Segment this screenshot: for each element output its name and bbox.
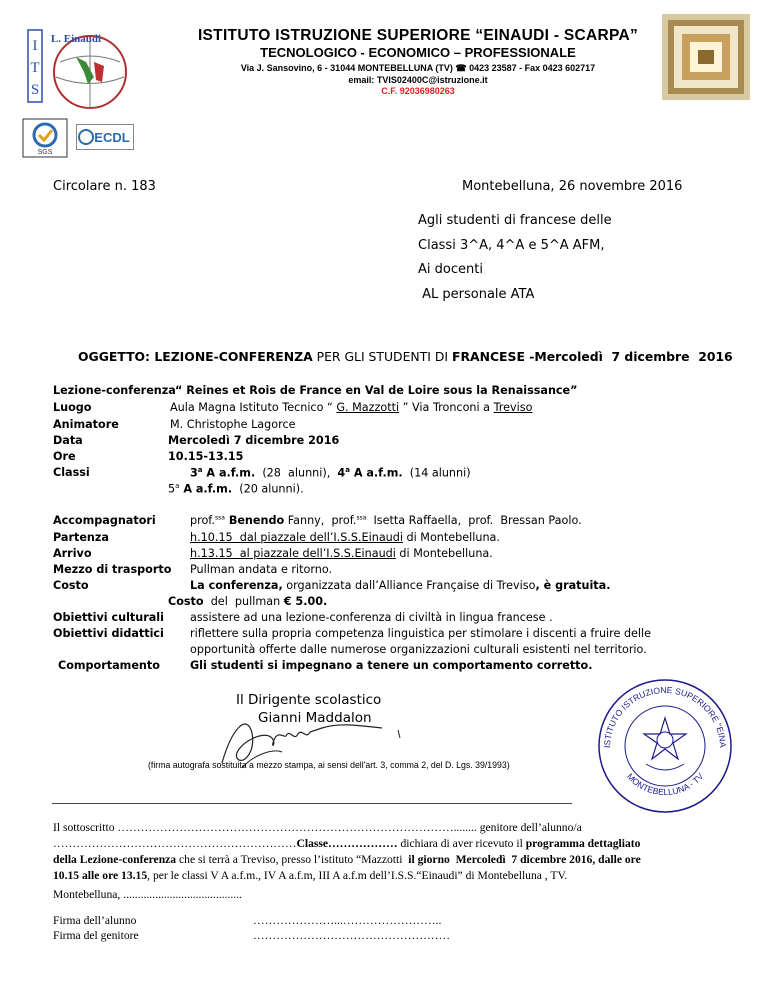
classi-value: 3$^a$ A a.f.m. (28 alunni), 4$^a$ A a.f.m. (14 alunni) — [190, 466, 471, 480]
school-stamp — [596, 676, 734, 816]
firma-alunno-label: Firma dell’alunno — [53, 914, 137, 927]
costo-pullman: Costo del pullman € 5.00. — [168, 595, 328, 608]
ore-value: 10.15-13.15 — [168, 450, 244, 463]
firma-genitore-label: Firma del genitore — [53, 929, 139, 942]
mezzo-label: Mezzo di trasporto — [53, 563, 172, 576]
cut-line — [52, 803, 572, 804]
classi-label: Classi — [53, 466, 90, 479]
school-type: TECNOLOGICO - ECONOMICO – PROFESSIONALE — [260, 45, 576, 60]
comportamento-label: Comportamento — [58, 659, 160, 672]
recipient-line: Classi 3^A, 4^A e 5^A AFM, — [418, 238, 605, 253]
form-line-4: 10.15 alle ore 13.15, per le classi V A a.f.m., IV A a.f.m, III A a.f.m dell’I.S.S.“Einaudi” di Montebelluna , TV. — [53, 869, 568, 882]
comportamento-value: Gli studenti si impegnano a tenere un comportamento corretto. — [190, 659, 593, 672]
sgs-certification-icon — [22, 118, 68, 158]
form-line-1: Il sottoscritto ……………………………………………………………………………........ genitore dell’alunno/a — [53, 821, 582, 834]
recipient-line: AL personale ATA — [418, 287, 535, 302]
school-name: ISTITUTO ISTRUZIONE SUPERIORE “EINAUDI - SCARPA” — [197, 27, 639, 44]
data-value: Mercoledì 7 dicembre 2016 — [168, 434, 340, 447]
school-logo — [24, 22, 134, 112]
animatore-value: M. Christophe Lagorce — [170, 418, 296, 431]
animatore-label: Animatore — [53, 418, 119, 431]
school-email: email: TVIS02400C@istruzione.it — [348, 75, 488, 85]
partenza-label: Partenza — [53, 531, 109, 544]
logo-letter-t: T — [30, 60, 40, 76]
costo-value: La conferenza, organizzata dall’Alliance Française di Treviso, è gratuita. — [190, 579, 611, 592]
partenza-value: h.10.15 dal piazzale dell’I.S.S.Einaudi di Montebelluna. — [190, 531, 500, 544]
recipient-line: Agli studenti di francese delle — [418, 213, 612, 228]
obiettivi-didattici-label: Obiettivi didattici — [53, 627, 164, 640]
arrivo-value: h.13.15 al piazzale dell’I.S.S.Einaudi di Montebelluna. — [190, 547, 493, 560]
classi-value-2: 5$^a$ A a.f.m. (20 alunni). — [168, 482, 304, 496]
signature-role: Il Dirigente scolastico — [236, 692, 382, 708]
svg-text:SGS: SGS — [37, 149, 53, 156]
signature-note: (firma autografa sostituita a mezzo stampa, ai sensi dell'art. 3, comma 2, del D. Lgs. 39/1993) — [148, 760, 510, 771]
ore-label: Ore — [53, 450, 76, 463]
lezione-label: Lezione-conferenza — [53, 384, 176, 397]
data-label: Data — [53, 434, 83, 447]
circolare-number: Circolare n. 183 — [53, 179, 156, 194]
signature-name: Gianni Maddalon — [258, 710, 372, 726]
obiettivi-culturali-label: Obiettivi culturali — [53, 611, 164, 624]
school-address: Via J. Sansovino, 6 - 31044 MONTEBELLUNA (TV) ☎ 0423 23587 - Fax 0423 602717 — [240, 63, 596, 73]
logo-letter-i: I — [32, 38, 38, 54]
obiettivi-didattici-value-2: opportunità offerte dalle numerose organizzazioni culturali esistenti nel territorio. — [190, 643, 647, 656]
svg-text:ISTITUTO ISTRUZIONE SUPERIORE: ISTITUTO ISTRUZIONE SUPERIORE "EINA — [601, 684, 729, 749]
svg-text:MONTEBELLUNA - TV: MONTEBELLUNA - TV — [624, 771, 706, 797]
lezione-title: “ Reines et Rois de France en Val de Loire sous la Renaissance” — [175, 384, 578, 397]
school-tax-code: C.F. 92036980263 — [381, 86, 455, 96]
place-date: Montebelluna, 26 novembre 2016 — [462, 179, 683, 194]
arrivo-label: Arrivo — [53, 547, 92, 560]
recipient-line: Ai docenti — [418, 262, 483, 277]
form-line-3: della Lezione-conferenza che si terrà a Treviso, presso l’istituto “Mazzotti il giorno Mercoledì 7 dicembre 2016, dalle ore — [53, 853, 641, 866]
accompagnatori-value: prof.$^{ssa}$ Benendo Fanny, prof.$^{ssa}$ Isetta Raffaella, prof. Bressan Paolo. — [190, 514, 582, 527]
ecdl-icon — [76, 124, 134, 150]
luogo-value: Aula Magna Istituto Tecnico “ G. Mazzotti ” Via Tronconi a Treviso — [170, 401, 533, 414]
costo-label: Costo — [53, 579, 89, 592]
svg-text:ECDL: ECDL — [94, 130, 130, 145]
obiettivi-culturali-value: assistere ad una lezione-conferenza di civiltà in lingua francese . — [190, 611, 553, 624]
form-place-field[interactable]: Montebelluna, ......................................... — [53, 888, 243, 901]
logo-text: L. Einaudi — [50, 33, 102, 45]
accompagnatori-label: Accompagnatori — [53, 514, 156, 527]
subject-line: OGGETTO: LEZIONE-CONFERENZA PER GLI STUDENTI DI FRANCESE -Mercoledì 7 dicembre 2016 — [78, 349, 733, 364]
luogo-label: Luogo — [53, 401, 92, 414]
obiettivi-didattici-value: riflettere sulla propria competenza linguistica per stimolare i discenti a fruire delle — [190, 627, 652, 640]
firma-genitore-field[interactable]: …………………………………………… — [253, 929, 451, 942]
mezzo-value: Pullman andata e ritorno. — [190, 563, 333, 576]
firma-alunno-field[interactable]: …………………...…………………….. — [253, 914, 442, 927]
logo-letter-s: S — [30, 82, 40, 98]
form-line-2: ………………………………………………………Classe……………… dichiara di aver ricevuto il programma dettagliato — [53, 837, 641, 850]
